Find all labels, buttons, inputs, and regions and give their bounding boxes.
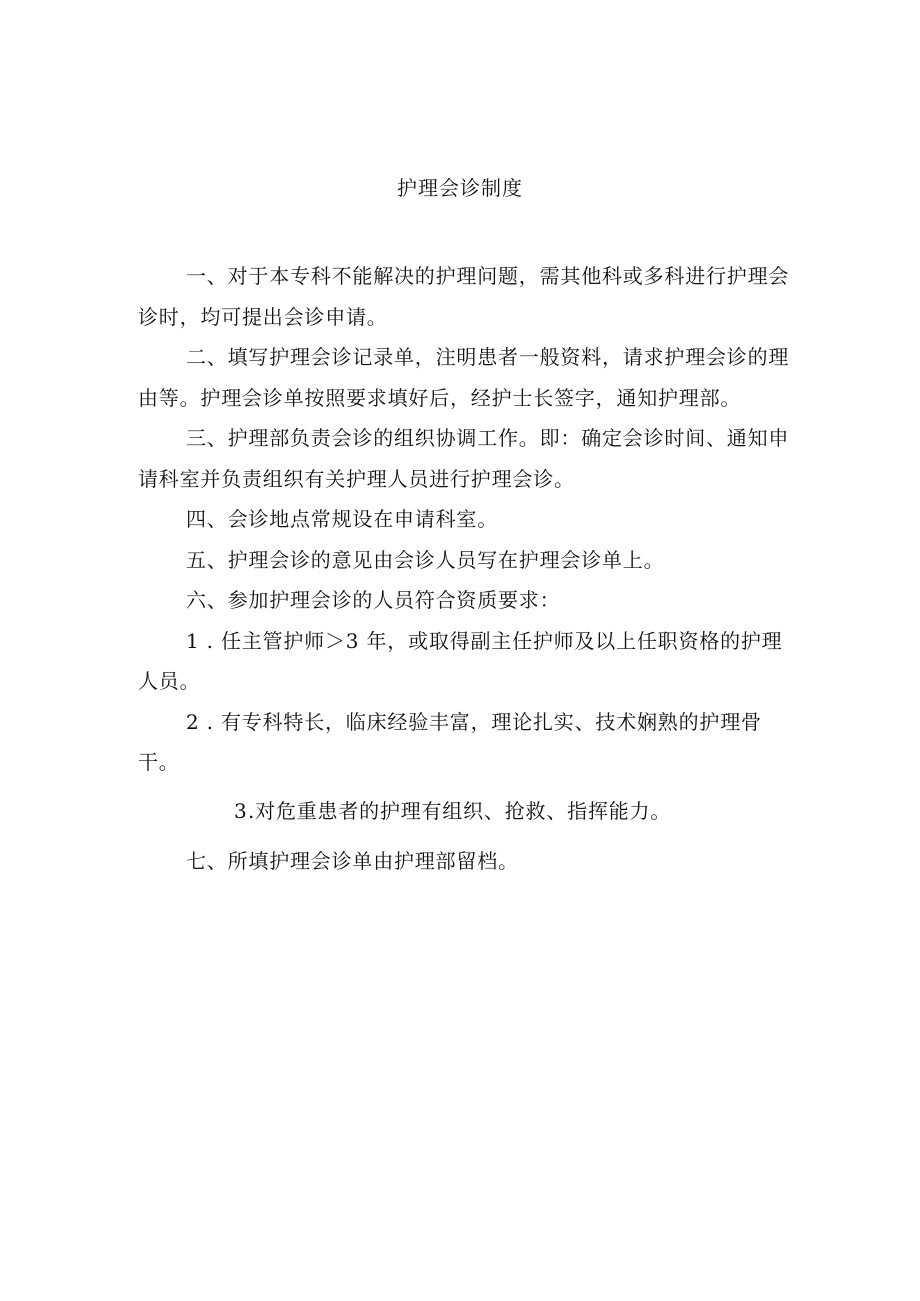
list-item-3	[138, 791, 800, 832]
document-body	[138, 256, 800, 882]
list-item-3-number: 3	[234, 798, 248, 823]
paragraph-6: 六、参加护理会诊的人员符合资质要求：	[186, 588, 561, 612]
list-item-1: 1 . 任主管护师＞3 年，或取得副主任护师及以上任职资格的护理人员。	[138, 628, 783, 693]
paragraph-1: 一、对于本专科不能解决的护理问题，需其他科或多科进行护理会诊时，均可提出会诊申请。	[138, 264, 790, 329]
paragraph-7: 七、所填护理会诊单由护理部留档。	[186, 849, 519, 873]
paragraph-3: 三、护理部负责会诊的组织协调工作。即：确定会诊时间、通知申请科室并负责组织有关护理人员进行护理会诊。	[138, 426, 790, 491]
paragraph-2: 二、填写护理会诊记录单，注明患者一般资料，请求护理会诊的理由等。护理会诊单按照要求填好后，经护士长签字，通知护理部。	[138, 345, 790, 410]
list-item-2: 2 . 有专科特长，临床经验丰富，理论扎实、技术娴熟的护理骨干。	[138, 709, 762, 774]
paragraph-4: 四、会诊地点常规设在申请科室。	[186, 507, 498, 531]
document-title: 护理会诊制度	[397, 176, 523, 200]
list-item-3-text: .对危重患者的护理有组织、抢救、指挥能力。	[248, 798, 672, 823]
paragraph-5: 五、护理会诊的意见由会诊人员写在护理会诊单上。	[186, 547, 665, 572]
